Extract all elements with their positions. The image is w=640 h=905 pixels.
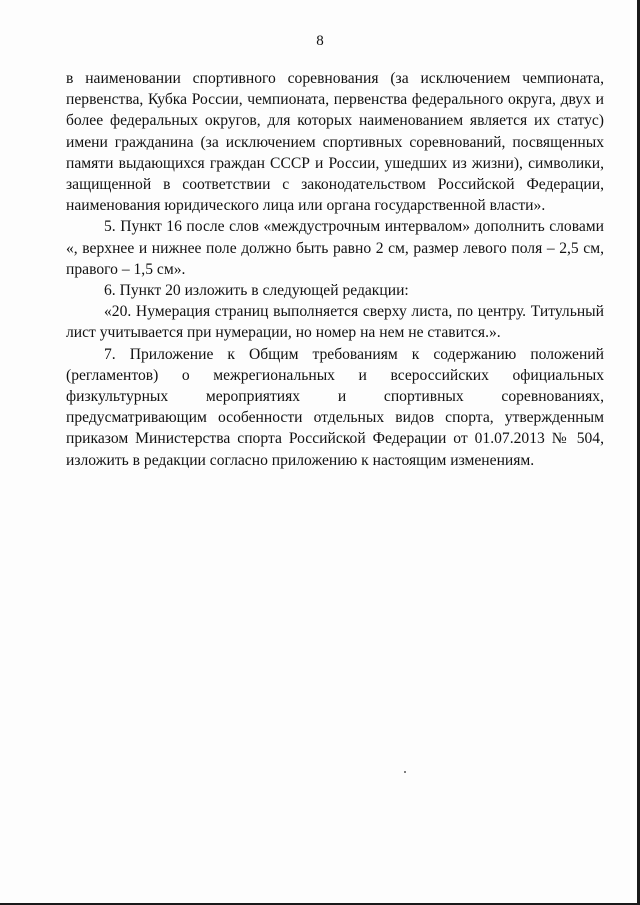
paragraph-item-7: 7. Приложение к Общим требованиям к содержанию положений (регламентов) о межрегиональных и всероссийских официальных физкультурных мероприятиях и спортивных соревнованиях, предусматривающим особенности отдельных видов спорта, утвержденным приказом Министерства спорта Российской Федерации от 01.07.2013 № 504, изложить в редакции согласно приложению к настоящим изменениям. [66, 345, 604, 469]
page-number: 8 [316, 33, 324, 49]
scan-speck [404, 771, 406, 773]
paragraph-continuation: в наименовании спортивного соревнования (за исключением чемпионата, первенства, Кубка России, чемпионата, первенства федерального округа, двух и более федеральных округов, для которых наименованием является их статус) имени гражданина (за исключением спортивных соревнований, посвященных памяти выдающихся граждан СССР и России, ушедших из жизни), символики, защищенной в соответствии с законодательством Российской Федерации, наименования юридического лица или органа государственной власти». [66, 70, 604, 215]
document-body [66, 68, 604, 471]
paragraph-item-5: 5. Пункт 16 после слов «междустрочным интервалом» дополнить словами «, верхнее и нижнее поле должно быть равно 2 см, размер левого поля – 2,5 см, правого – 1,5 см». [66, 218, 604, 278]
paragraph-item-6: 6. Пункт 20 изложить в следующей редакции: [104, 282, 409, 300]
paragraph-quote-20: «20. Нумерация страниц выполняется сверху листа, по центру. Титульный лист учитывается при нумерации, но номер на нем не ставится.». [66, 303, 604, 342]
